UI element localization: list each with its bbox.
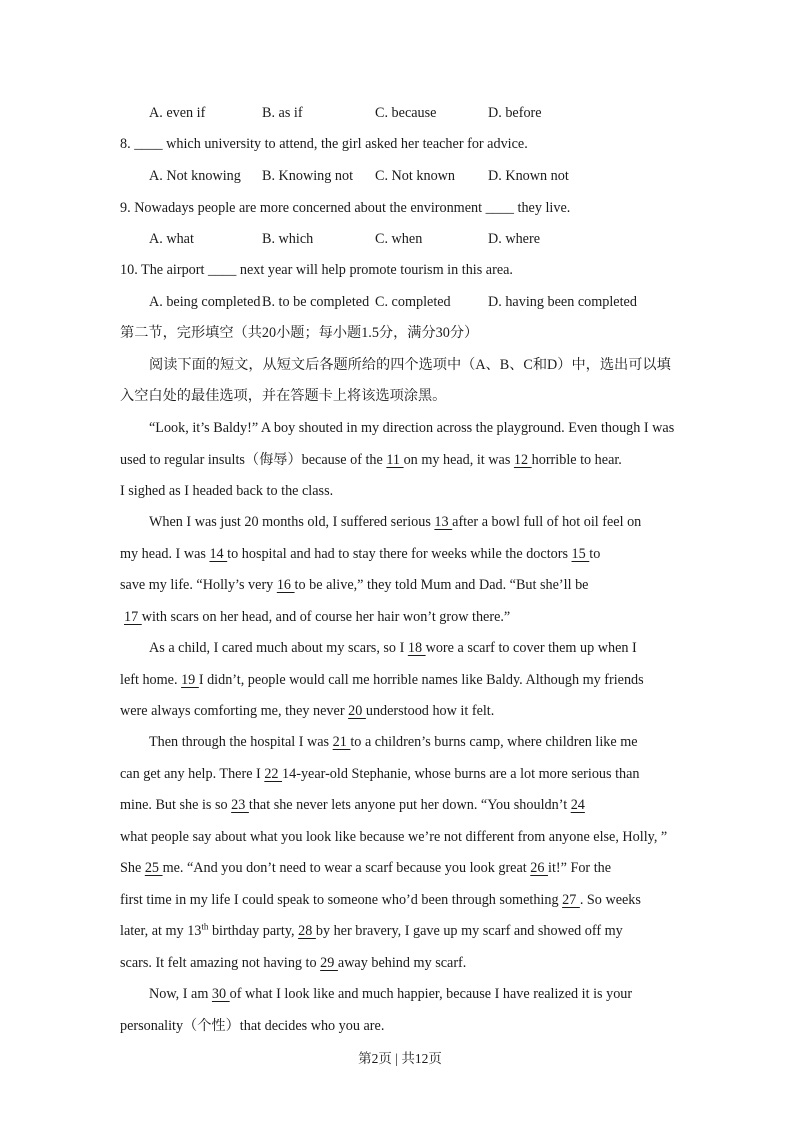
blank-15[interactable]: 15 [571,546,590,562]
q9-option-c: C. when [375,231,423,247]
blank-29[interactable]: 29 [320,955,338,971]
passage-line: “Look, it’s Baldy!” A boy shouted in my direction across the playground. Even though I was [149,420,675,436]
blank-11[interactable]: 11 [386,452,404,468]
section-instruction-line2: 入空白处的最佳选项，并在答题卡上将该选项涂黑。 [120,388,447,404]
passage-line: used to regular insults（侮辱）because of the 11 on my head, it was 12 horrible to hear. [120,452,622,468]
passage-line: When I was just 20 months old, I suffered serious 13 after a bowl full of hot oil feel on [149,514,642,530]
passage-line: Now, I am 30 of what I look like and much happier, because I have realized it is your [149,986,633,1002]
passage-line: left home. 19 I didn’t, people would call me horrible names like Baldy. Although my friends [120,672,644,688]
page-number-footer: 第2页 | 共12页 [358,1051,442,1066]
passage-line: personality（个性）that decides who you are. [120,1018,385,1034]
blank-24[interactable]: 24 [570,797,585,813]
blank-22[interactable]: 22 [264,766,283,782]
passage-line: later, at my 13th birthday party, 28 by her bravery, I gave up my scarf and showed off my [120,921,623,939]
q8-option-a: A. Not knowing [149,168,241,184]
blank-12[interactable]: 12 [513,452,532,468]
q9-option-d: D. where [488,231,540,247]
q7-option-c: C. because [375,105,437,121]
passage-line: save my life. “Holly’s very 16 to be alive,” they told Mum and Dad. “But she’ll be [120,577,589,593]
q7-option-d: D. before [488,105,542,121]
section-title: 第二节，完形填空（共20小题；每小题1.5分，满分30分） [120,325,479,341]
blank-21[interactable]: 21 [332,734,351,750]
blank-19[interactable]: 19 [181,672,199,688]
q8-stem: 8. ____ which university to attend, the girl asked her teacher for advice. [120,136,528,152]
blank-18[interactable]: 18 [407,640,426,656]
q7-option-a: A. even if [149,105,206,121]
passage-line: mine. But she is so 23 that she never lets anyone put her down. “You shouldn’t 24 [120,797,585,813]
blank-30[interactable]: 30 [211,986,230,1002]
blank-17[interactable]: 17 [124,609,142,625]
q10-option-c: C. completed [375,294,451,310]
q9-option-a: A. what [149,231,194,247]
q7-option-b: B. as if [262,105,303,121]
blank-14[interactable]: 14 [209,546,228,562]
blank-27[interactable]: 27 [562,892,580,908]
section-instruction-line1: 阅读下面的短文，从短文后各题所给的四个选项中（A、B、C和D）中，选出可以填 [149,357,671,373]
passage-line: first time in my life I could speak to someone who’d been through something 27 . So weeks [120,892,641,908]
q9-option-b: B. which [262,231,314,247]
blank-16[interactable]: 16 [276,577,295,593]
passage-line: 17 with scars on her head, and of course her hair won’t grow there.” [124,609,511,625]
passage-line: She 25 me. “And you don’t need to wear a scarf because you look great 26 it!” For the [120,860,612,876]
q9-stem: 9. Nowadays people are more concerned about the environment ____ they live. [120,200,571,216]
q10-stem: 10. The airport ____ next year will help promote tourism in this area. [120,262,513,278]
passage-line: As a child, I cared much about my scars, so I 18 wore a scarf to cover them up when I [149,640,637,656]
passage-line: my head. I was 14 to hospital and had to stay there for weeks while the doctors 15 to [120,546,601,562]
q10-option-a: A. being completed [149,294,261,310]
passage-line: can get any help. There I 22 14-year-old Stephanie, whose burns are a lot more serious than [120,766,640,782]
q10-option-b: B. to be completed [262,294,370,310]
blank-23[interactable]: 23 [231,797,249,813]
q8-option-c: C. Not known [375,168,456,184]
blank-26[interactable]: 26 [530,860,548,876]
passage-line: Then through the hospital I was 21 to a children’s burns camp, where children like me [149,734,638,750]
q8-option-b: B. Knowing not [262,168,354,184]
blank-25[interactable]: 25 [144,860,163,876]
passage-line: were always comforting me, they never 20 understood how it felt. [120,703,495,719]
passage-line: scars. It felt amazing not having to 29 away behind my scarf. [120,955,467,971]
passage-line: what people say about what you look like because we’re not different from anyone else, Holly, ” [120,829,668,845]
blank-13[interactable]: 13 [434,514,453,530]
blank-20[interactable]: 20 [348,703,366,719]
q10-option-d: D. having been completed [488,294,637,310]
passage-line: I sighed as I headed back to the class. [120,483,334,499]
blank-28[interactable]: 28 [298,923,316,939]
q8-option-d: D. Known not [488,168,569,184]
